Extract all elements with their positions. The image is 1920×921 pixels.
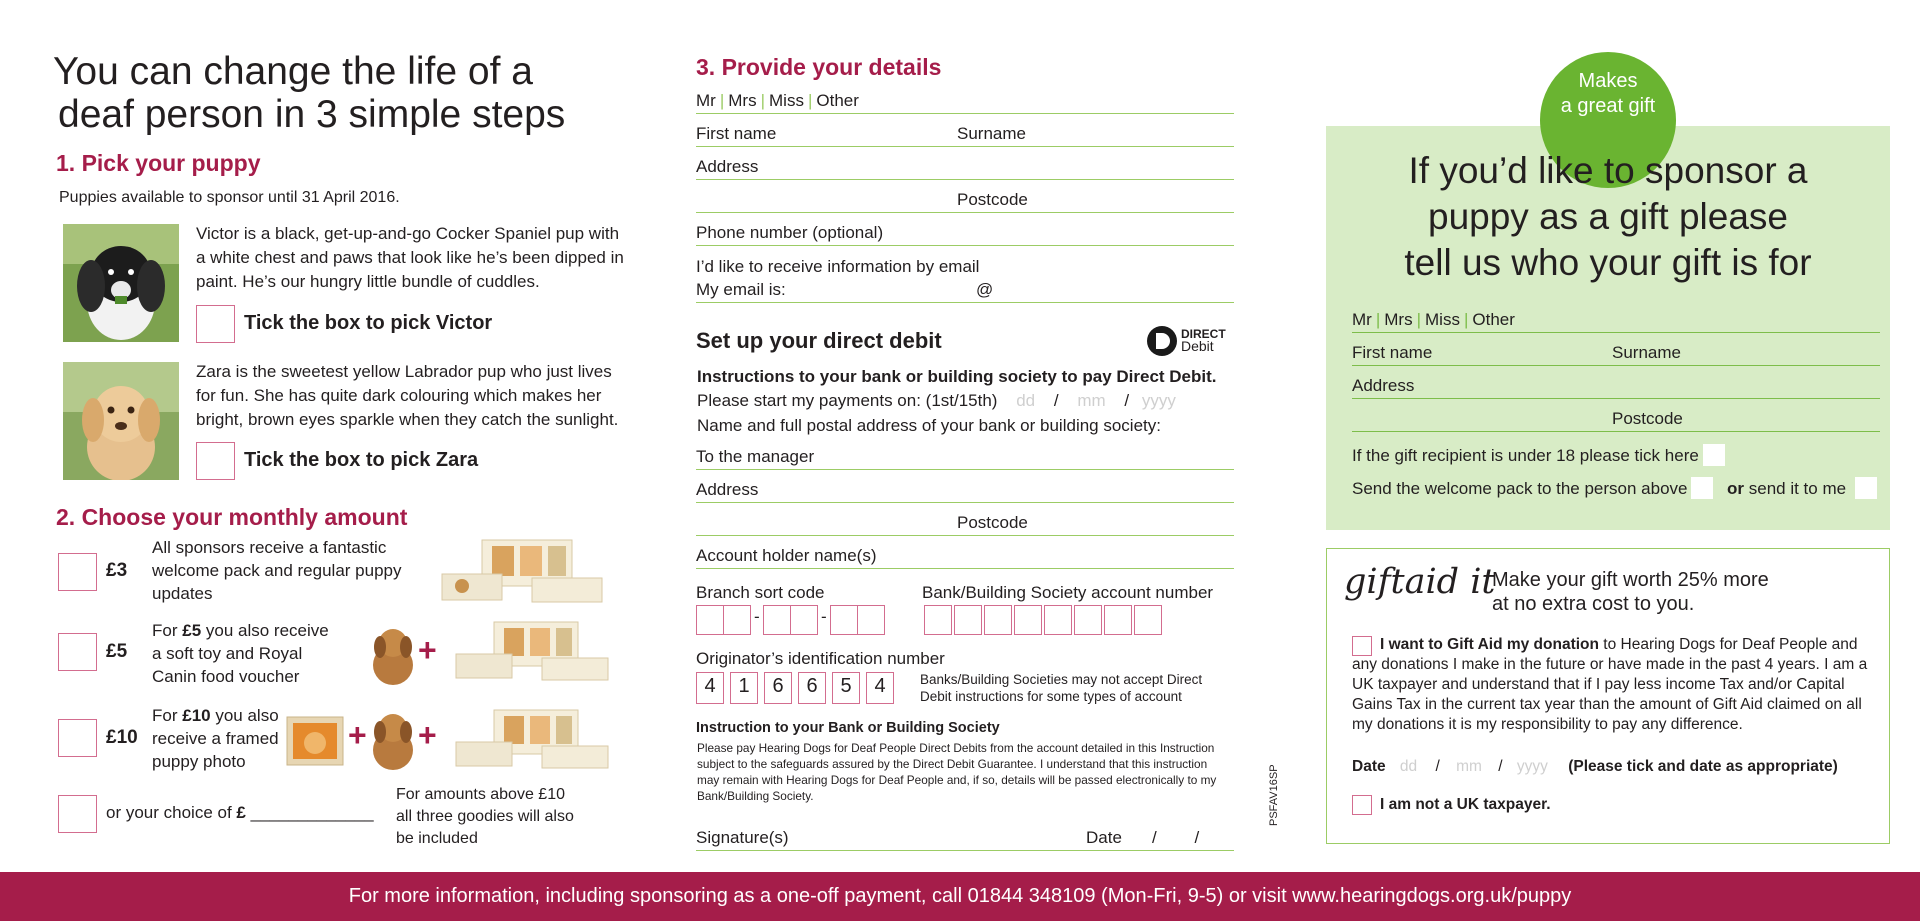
signature-date-slashes: / /: [1152, 828, 1200, 847]
gift-surname-label: Surname: [1612, 343, 1681, 362]
bank-address-row[interactable]: [696, 473, 1234, 503]
step1-title: 1. Pick your puppy: [56, 150, 261, 176]
sort-code-digit[interactable]: [763, 605, 791, 635]
plus-sign-1: +: [418, 632, 437, 668]
dd-instructions-heading: Instructions to your bank or building society to pay Direct Debit.: [697, 367, 1217, 386]
welcome-pack-image-2: [450, 620, 615, 691]
pick-victor-checkbox[interactable]: [196, 305, 235, 343]
direct-debit-title: Set up your direct debit: [696, 328, 942, 353]
amount-5-value: £5: [106, 641, 128, 662]
originator-digit: 4: [866, 672, 894, 704]
above-10-note: For amounts above £10 all three goodies will also be included: [396, 786, 574, 847]
gift-title-options: Mr | Mrs | Miss | Other: [1352, 310, 1515, 329]
victor-description: Victor is a black, get-up-and-go Cocker Spaniel pup with a white chest and paws that look like he’s been dipped in paint. He’s our hungry little bundle of cuddles.: [196, 224, 624, 291]
account-digit[interactable]: [924, 605, 952, 635]
originator-note: Banks/Building Societies may not accept Direct Debit instructions for some types of account: [920, 672, 1203, 704]
gift-title-options-row: [1352, 303, 1880, 333]
account-holder-label: Account holder name(s): [696, 546, 877, 565]
title-mr[interactable]: Mr: [696, 91, 716, 110]
title-line-2: deaf person in 3 simple steps: [58, 93, 566, 136]
plus-sign-3: +: [418, 717, 437, 753]
originator-digit: 5: [832, 672, 860, 704]
form-code: PSFAV16SP: [1268, 764, 1280, 826]
surname-label: Surname: [957, 124, 1026, 143]
email-row[interactable]: [696, 273, 1234, 303]
sort-code-digit[interactable]: [696, 605, 724, 635]
gift-address-label: Address: [1352, 376, 1415, 395]
step3-title: 3. Provide your details: [696, 54, 942, 80]
account-digit[interactable]: [1044, 605, 1072, 635]
giftaid-headline-line-1: Make your gift worth 25% more: [1492, 569, 1769, 591]
victor-photo: [63, 224, 179, 342]
welcome-pack-image: [432, 538, 612, 613]
amount-3-text: All sponsors receive a fantastic welcome pack and regular puppy updates: [152, 538, 402, 603]
instruction-text: Please pay Hearing Dogs for Deaf People Direct Debits from the account detailed in this Instruction subject to the safeguards assured by the Direct Debit Guarantee. I understand that this instruction may remain with Hearing Dogs for Deaf People and, if so, details will be passed electronically to my Bank/Building Society.: [697, 741, 1217, 803]
sort-code-digit[interactable]: [830, 605, 858, 635]
title-other[interactable]: Other: [816, 91, 859, 110]
title-options-row: [696, 84, 1234, 114]
gift-first-name-label: First name: [1352, 343, 1433, 362]
gift-title-miss[interactable]: Miss: [1425, 310, 1460, 329]
gift-title-mrs[interactable]: Mrs: [1384, 310, 1413, 329]
giftaid-headline: [1492, 568, 1769, 616]
gift-title-other[interactable]: Other: [1472, 310, 1515, 329]
pick-zara-label: Tick the box to pick Zara: [244, 449, 479, 471]
name-row[interactable]: [696, 117, 1234, 147]
amount-3-checkbox[interactable]: [58, 553, 97, 591]
signature-date-label: Date: [1086, 828, 1122, 847]
account-number-boxes[interactable]: [924, 605, 1164, 635]
title-line-1: You can change the life of a: [53, 50, 533, 93]
under18-checkbox[interactable]: [1703, 444, 1725, 466]
address-label: Address: [696, 157, 759, 176]
originator-digits: [696, 672, 906, 704]
originator-label: Originator’s identification number: [696, 649, 945, 668]
email-info-label: I’d like to receive information by email: [696, 257, 980, 276]
instruction-title: Instruction to your Bank or Building Society: [696, 720, 1000, 736]
bank-postcode-row[interactable]: [696, 506, 1234, 536]
sort-code-label: Branch sort code: [696, 583, 825, 602]
availability-note: Puppies available to sponsor until 31 April 2016.: [59, 189, 400, 206]
not-taxpayer-checkbox[interactable]: [1352, 795, 1372, 815]
under18-label: If the gift recipient is under 18 please tick here: [1352, 446, 1699, 465]
send-to-me-checkbox[interactable]: [1855, 477, 1877, 499]
to-manager-label: To the manager: [696, 447, 815, 466]
bank-address-field-label: Address: [696, 480, 759, 499]
plus-sign-2: +: [348, 717, 367, 753]
originator-digit: 6: [798, 672, 826, 704]
address-row[interactable]: [696, 150, 1234, 180]
footer-text: For more information, including sponsoring as a one-off payment, call 01844 348109 (Mon-Fri, 9-5) or visit www.hearingdogs.org.uk/puppy: [348, 885, 1572, 907]
giftaid-date-note: (Please tick and date as appropriate): [1568, 758, 1838, 775]
gift-title-mr[interactable]: Mr: [1352, 310, 1372, 329]
send-to-me-label: or send it to me: [1727, 479, 1847, 498]
footer-bar: [0, 872, 1920, 921]
giftaid-date-year[interactable]: yyyy: [1516, 758, 1548, 775]
dd-start-row: Please start my payments on: (1st/15th) dd / mm / yyyy: [697, 391, 1176, 410]
gift-postcode-label: Postcode: [1612, 409, 1683, 428]
not-taxpayer-label: I am not a UK taxpayer.: [1380, 796, 1551, 813]
phone-row[interactable]: [696, 216, 1234, 246]
postcode-row[interactable]: [696, 183, 1234, 213]
signature-row[interactable]: [696, 821, 1234, 851]
custom-amount-label: or your choice of £ _____________: [106, 803, 374, 822]
send-pack-label: Send the welcome pack to the person above: [1352, 479, 1688, 498]
account-digit[interactable]: [1104, 605, 1132, 635]
giftaid-date-row: Date dd / mm / yyyy (Please tick and date as appropriate): [1352, 758, 1838, 775]
bank-address-label: Name and full postal address of your bank or building society:: [697, 416, 1161, 435]
soft-toy-image-2: [370, 710, 416, 777]
originator-digit: 6: [764, 672, 792, 704]
gift-title-line-1: If you’d like to sponsor a: [1408, 150, 1808, 191]
sort-code-digit[interactable]: [723, 605, 751, 635]
amount-5-checkbox[interactable]: [58, 633, 97, 671]
postcode-label: Postcode: [957, 190, 1028, 209]
phone-label: Phone number (optional): [696, 223, 884, 242]
email-label: My email is:: [696, 280, 786, 299]
title-mrs[interactable]: Mrs: [728, 91, 757, 110]
email-at-sign: @: [976, 280, 994, 299]
dd-start-year[interactable]: yyyy: [1141, 391, 1176, 410]
account-holder-row[interactable]: [696, 539, 1234, 569]
title-miss[interactable]: Miss: [769, 91, 804, 110]
gift-title-line-2: puppy as a gift please: [1428, 196, 1788, 237]
pick-victor-label: Tick the box to pick Victor: [244, 312, 493, 334]
dd-start-month[interactable]: mm: [1077, 391, 1106, 410]
pick-zara-checkbox[interactable]: [196, 442, 235, 480]
account-digit[interactable]: [1014, 605, 1042, 635]
gift-address-row[interactable]: [1352, 369, 1880, 399]
giftaid-date-day[interactable]: dd: [1399, 758, 1418, 775]
send-pack-recipient-checkbox[interactable]: [1691, 477, 1713, 499]
sort-code-boxes[interactable]: - -: [696, 605, 892, 635]
account-digit[interactable]: [954, 605, 982, 635]
amount-10-text: For £10 you also receive a framed puppy photo: [152, 706, 279, 771]
step2-title: 2. Choose your monthly amount: [56, 504, 408, 530]
signature-label: Signature(s): [696, 828, 789, 847]
gift-name-row[interactable]: [1352, 336, 1880, 366]
custom-amount-checkbox[interactable]: [58, 795, 97, 833]
account-digit[interactable]: [1074, 605, 1102, 635]
title-options: Mr | Mrs | Miss | Other: [696, 91, 859, 110]
soft-toy-image: [370, 625, 416, 692]
custom-amount-field[interactable]: _____________: [250, 803, 374, 822]
sort-code-digit[interactable]: [857, 605, 885, 635]
to-manager-row[interactable]: [696, 440, 1234, 470]
sort-code-digit[interactable]: [790, 605, 818, 635]
dd-start-day[interactable]: dd: [1016, 391, 1036, 410]
page-title: [53, 50, 565, 136]
dd-start-label: Please start my payments on: (1st/15th): [697, 391, 998, 410]
account-number-label: Bank/Building Society account number: [922, 583, 1214, 602]
direct-debit-logo: DIRECT Debit: [1146, 325, 1234, 357]
framed-photo-image: [285, 715, 345, 772]
welcome-pack-image-3: [450, 708, 615, 779]
giftaid-declaration: I want to Gift Aid my donation to Hearing Dogs for Deaf People and any donations I make in the future or have made in the past 4 years. I am a UK taxpayer and understand that if I pay less income Tax and/or Capital Gains Tax in the current tax year than the amount of Gift Aid claimed on all my donations it is my responsibility to pay any difference.: [1352, 636, 1868, 733]
gift-postcode-row[interactable]: [1352, 402, 1880, 432]
amount-3-value: £3: [106, 560, 128, 581]
account-digit[interactable]: [1134, 605, 1162, 635]
originator-digit: 4: [696, 672, 724, 704]
gift-title-line-3: tell us who your gift is for: [1404, 242, 1812, 283]
account-digit[interactable]: [984, 605, 1012, 635]
badge-line-2: a great gift: [1560, 95, 1656, 117]
zara-description: Zara is the sweetest yellow Labrador pup who just lives for fun. She has quite dark colouring which makes her bright, brown eyes sparkle when they catch the sunlight.: [196, 362, 619, 429]
gift-title: [1326, 148, 1890, 286]
amount-10-value: £10: [106, 727, 138, 748]
first-name-label: First name: [696, 124, 777, 143]
amount-5-text: For £5 you also receive a soft toy and Royal Canin food voucher: [152, 621, 329, 686]
amount-10-checkbox[interactable]: [58, 719, 97, 757]
originator-digit: 1: [730, 672, 758, 704]
giftaid-date-month[interactable]: mm: [1456, 758, 1482, 775]
giftaid-date-label: Date: [1352, 758, 1386, 775]
badge-line-1: Makes: [1578, 70, 1638, 92]
giftaid-logo: giftaid it: [1344, 562, 1496, 602]
zara-photo: [63, 362, 179, 480]
giftaid-headline-line-2: at no extra cost to you.: [1492, 593, 1695, 615]
bank-postcode-label: Postcode: [957, 513, 1028, 532]
